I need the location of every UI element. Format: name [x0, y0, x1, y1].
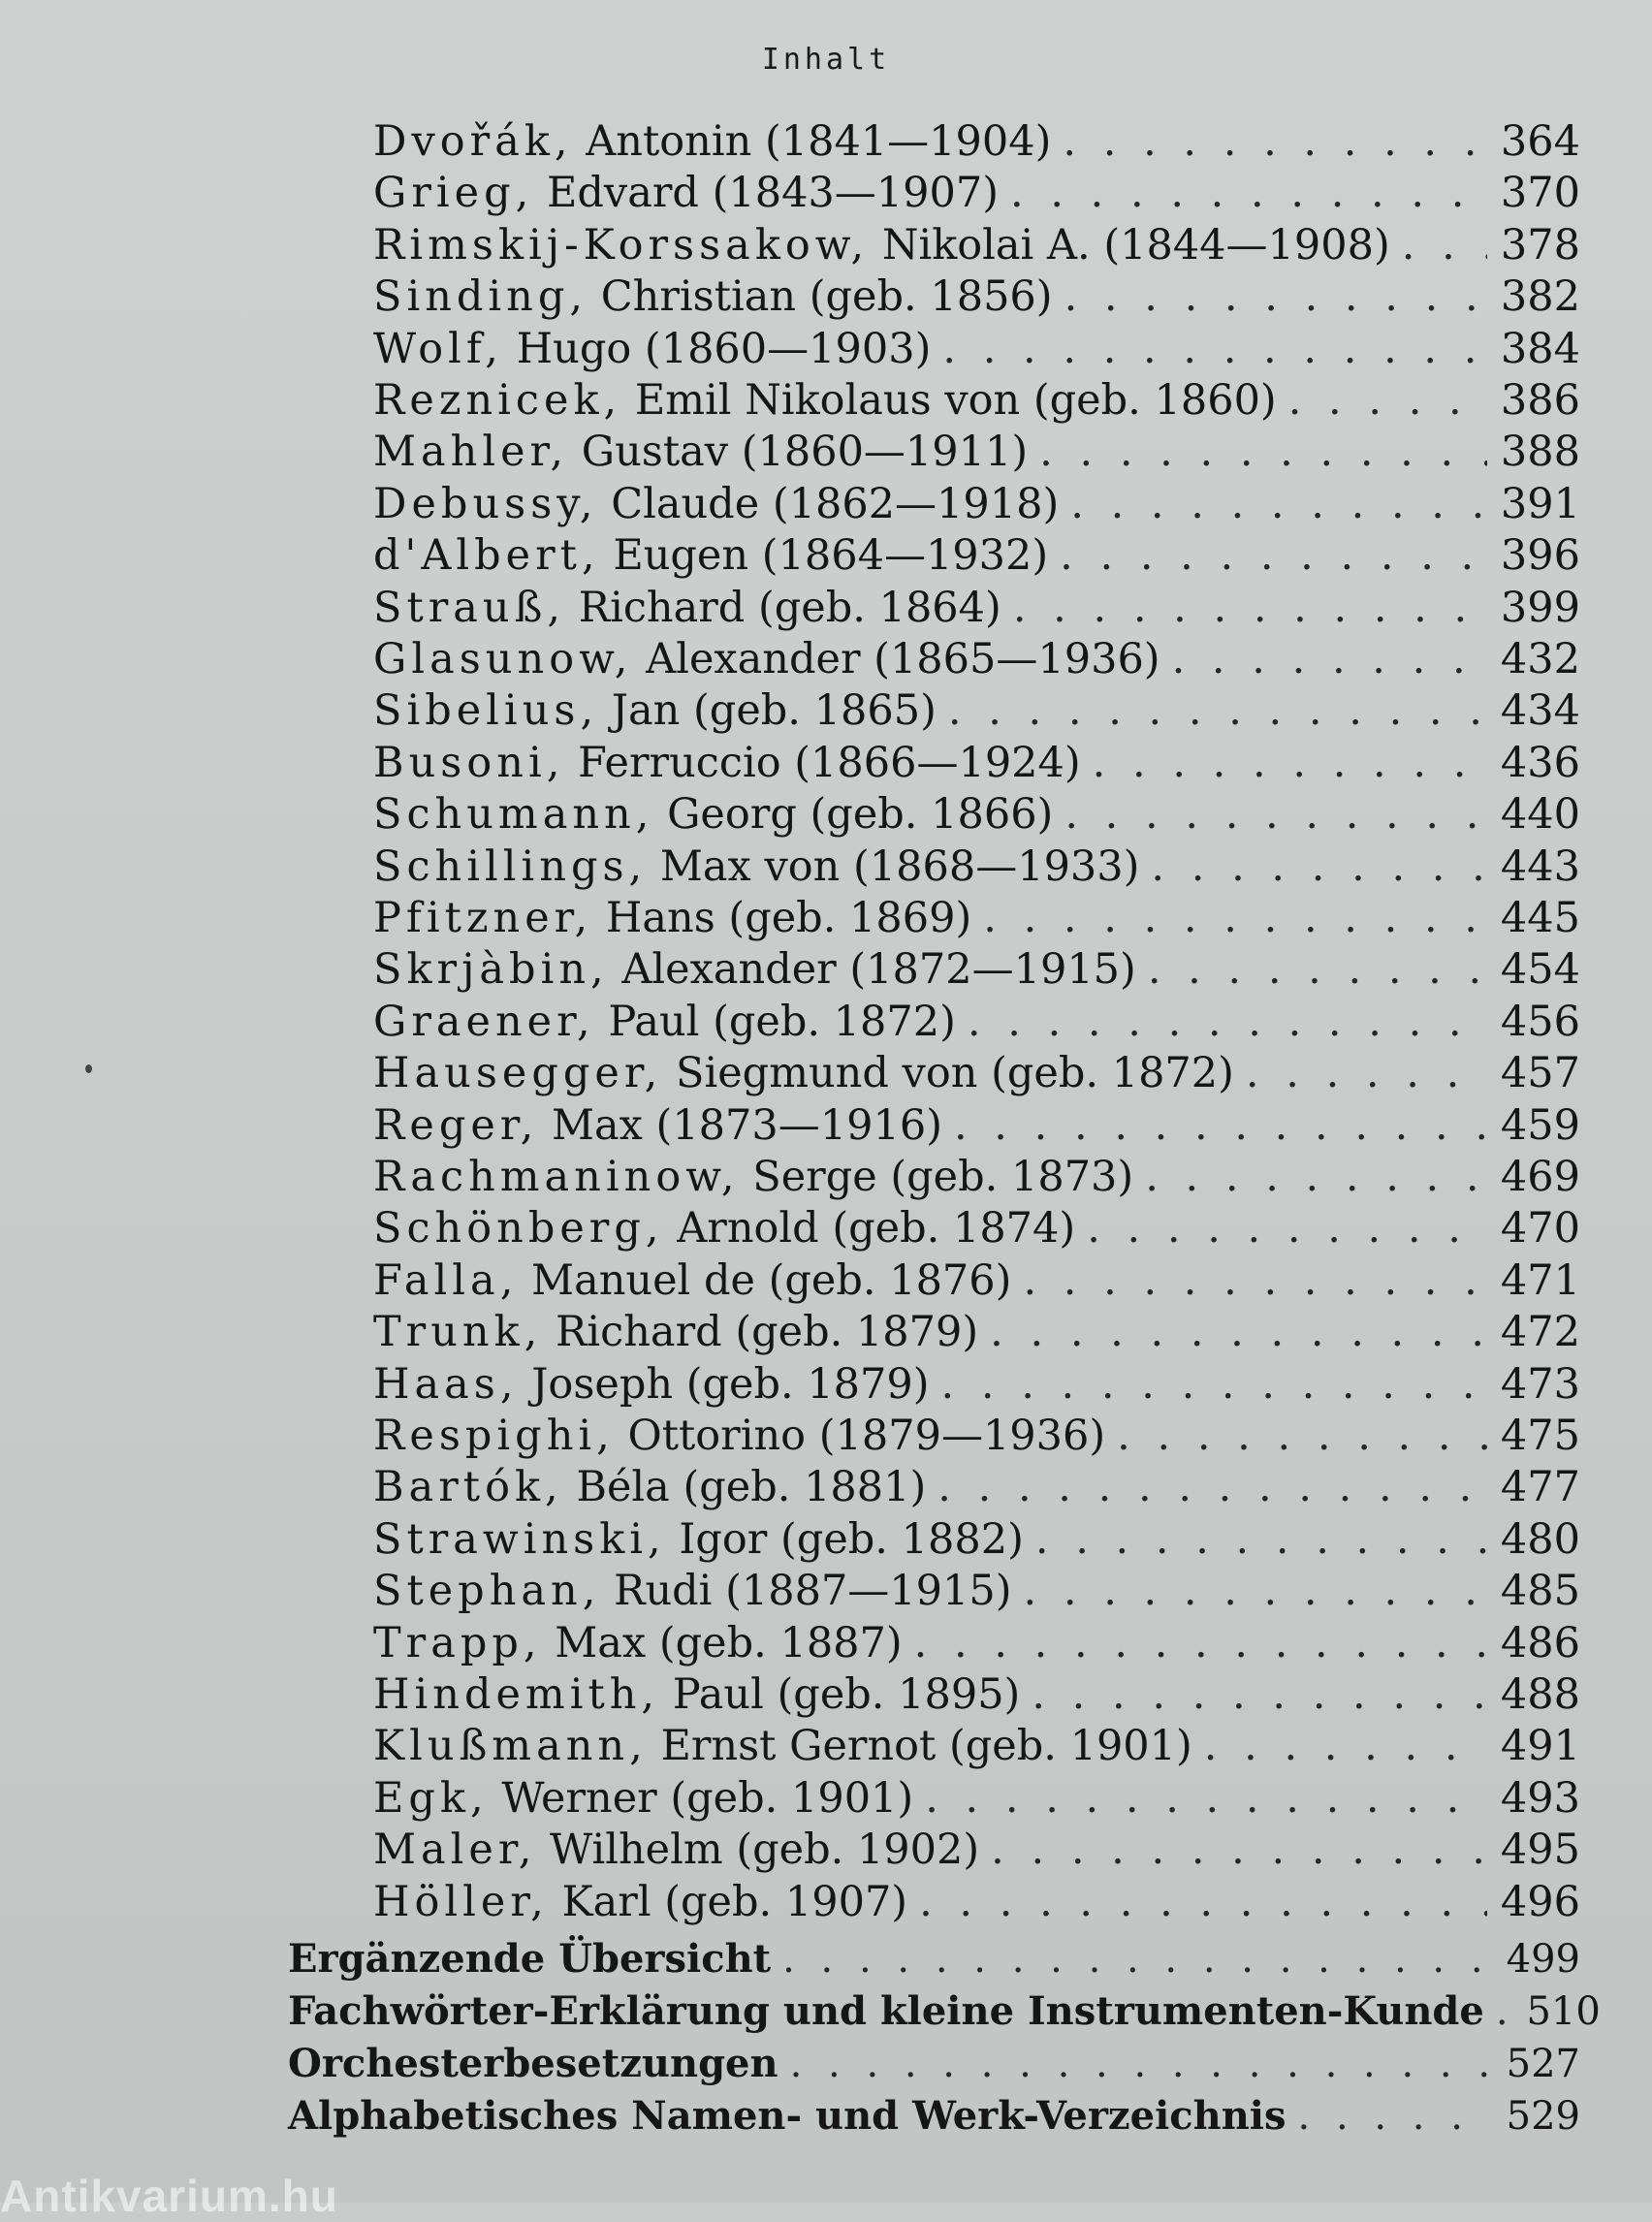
toc-entry [373, 116, 1580, 167]
toc-entry [373, 220, 1580, 270]
composer-detail: Igor (geb. 1882) [679, 1514, 1024, 1564]
toc-entry-label [373, 1203, 1075, 1254]
composer-detail: Ottorino (1879—1936) [627, 1412, 1106, 1460]
toc-entry [373, 1825, 1580, 1875]
toc-entry [373, 427, 1580, 477]
toc-section [288, 2091, 1580, 2142]
composer-name: Strawinski, [373, 1514, 666, 1564]
composer-detail: Manuel de (geb. 1876) [531, 1255, 1012, 1305]
toc-entry [373, 1514, 1580, 1565]
composer-name: Dvořák, [373, 117, 573, 166]
toc-entry-label [373, 738, 1081, 788]
toc-section [288, 1934, 1580, 1984]
page-number: 459 [1500, 1100, 1580, 1150]
composer-detail: Alexander (1872—1915) [621, 945, 1136, 995]
toc-entry [373, 1307, 1580, 1357]
composer-detail: Wilhelm (geb. 1902) [550, 1825, 980, 1875]
toc-entry-label [373, 1359, 930, 1410]
composer-name: Schönberg, [373, 1204, 664, 1254]
dot-leader [907, 1877, 1487, 1927]
toc-entry [373, 997, 1580, 1047]
toc-entry [373, 1566, 1580, 1616]
toc-entry-label [373, 1514, 1024, 1565]
dot-leader [1020, 1669, 1487, 1720]
toc-entry [373, 1048, 1580, 1098]
toc-entry [373, 685, 1580, 736]
toc-entry [373, 324, 1580, 374]
toc-entry [373, 1462, 1580, 1512]
composer-name: Reger, [373, 1100, 539, 1150]
page-number: 488 [1500, 1670, 1580, 1719]
composer-detail: Hans (geb. 1869) [605, 894, 972, 942]
composer-detail: Siegmund von (geb. 1872) [676, 1049, 1234, 1098]
composer-name: Strauß, [373, 583, 566, 632]
composer-name: Sinding, [373, 272, 588, 322]
composer-name: d'Albert, [373, 531, 600, 581]
page-number: 527 [1506, 2042, 1580, 2086]
page-number: 443 [1500, 841, 1580, 891]
composer-name: Stephan, [373, 1567, 601, 1616]
toc-entry-label [373, 530, 1048, 581]
toc-entry-label [373, 634, 1160, 684]
dot-leader [1051, 116, 1487, 167]
page-number: 486 [1500, 1618, 1580, 1667]
dot-leader [930, 1359, 1487, 1410]
composer-name: Hindemith, [373, 1670, 660, 1719]
dot-leader [1133, 1152, 1487, 1202]
composer-detail: Edvard (1843—1907) [546, 169, 999, 218]
composer-detail: Rudi (1887—1915) [614, 1567, 1012, 1616]
dot-leader [1390, 220, 1487, 270]
toc-entry [373, 583, 1580, 633]
composer-detail: Hugo (1860—1903) [516, 324, 932, 373]
composer-detail: Eugen (1864—1932) [613, 531, 1049, 581]
margin-ink-spot [85, 1064, 92, 1073]
composer-name: Wolf, [373, 324, 503, 373]
composer-detail: Christian (geb. 1856) [600, 272, 1053, 322]
page-number: 440 [1500, 790, 1580, 840]
toc-entry-label [373, 841, 1139, 892]
toc-entry [373, 1359, 1580, 1410]
watermark: Antikvarium.hu [0, 2171, 338, 2221]
section-title: Ergänzende Übersicht [288, 1936, 772, 1982]
toc-entry-label [373, 168, 999, 218]
toc-entry-label [373, 116, 1051, 167]
composer-detail: Richard (geb. 1864) [578, 583, 1001, 632]
dot-leader [1105, 1411, 1487, 1461]
composer-name: Trapp, [373, 1618, 542, 1667]
dot-leader [978, 1307, 1487, 1357]
toc-entry-label [373, 375, 1277, 426]
composer-name: Höller, [373, 1877, 549, 1926]
dot-leader [1136, 944, 1487, 995]
toc-entry [373, 530, 1580, 581]
dot-leader [1053, 271, 1487, 322]
toc-entry-label [373, 1618, 903, 1668]
toc-entry-label [373, 893, 971, 943]
composer-detail: Nikolai A. (1844—1908) [881, 220, 1390, 270]
composer-detail: Max (geb. 1887) [555, 1618, 903, 1667]
composer-name: Egk, [373, 1773, 489, 1823]
dot-leader [1012, 1566, 1487, 1616]
toc-entry [373, 1203, 1580, 1254]
toc-entry [373, 841, 1580, 892]
toc-entry-label [373, 1877, 907, 1927]
dot-leader [1234, 1048, 1487, 1098]
page-number: 399 [1500, 583, 1580, 632]
page-number: 491 [1500, 1722, 1580, 1771]
page-number: 456 [1500, 997, 1580, 1046]
dot-leader [1287, 2091, 1487, 2142]
toc-entry [373, 738, 1580, 788]
composer-detail: Werner (geb. 1901) [501, 1773, 914, 1823]
page-number: 495 [1500, 1825, 1580, 1875]
composer-name: Glasunow, [373, 635, 633, 683]
composer-name: Mahler, [373, 428, 569, 477]
page-number: 391 [1500, 479, 1580, 528]
page-number: 510 [1526, 1989, 1601, 2034]
composer-name: Trunk, [373, 1308, 543, 1357]
toc-entry [373, 1877, 1580, 1927]
toc-entry [373, 1255, 1580, 1306]
page-number: 473 [1500, 1359, 1580, 1409]
toc-entry-label [373, 685, 937, 736]
toc-entry-label [373, 1255, 1011, 1306]
toc-entry [373, 1773, 1580, 1824]
toc-entry [373, 1411, 1580, 1461]
page-number: 469 [1500, 1153, 1580, 1201]
dot-leader [1192, 1721, 1487, 1771]
toc-entry-label [373, 1048, 1234, 1098]
section-title: Fachwörter-Erklärung und kleine Instrumenten-Kunde [288, 1988, 1484, 2034]
toc-section [288, 1986, 1601, 2037]
composer-name: Grieg, [373, 169, 534, 218]
toc-entry [373, 1618, 1580, 1668]
page-number: 384 [1500, 324, 1580, 373]
dot-leader [1024, 1514, 1487, 1565]
composer-name: Klußmann, [373, 1722, 648, 1771]
toc-entry-label [373, 271, 1053, 322]
page-number: 432 [1500, 635, 1580, 683]
dot-leader [1001, 583, 1487, 633]
page-number: 382 [1500, 272, 1580, 322]
toc-entry [373, 789, 1580, 840]
composer-name: Sibelius, [373, 686, 599, 736]
toc-entry-label [373, 1566, 1012, 1616]
dot-leader [937, 685, 1487, 736]
page-number: 396 [1500, 531, 1580, 581]
composer-name: Busoni, [373, 738, 565, 787]
composer-name: Schillings, [373, 841, 648, 891]
toc-entry-label [373, 1825, 979, 1875]
composer-name: Schumann, [373, 790, 654, 840]
composer-name: Falla, [373, 1255, 519, 1305]
toc-entry-label [373, 944, 1136, 995]
toc-entry-label [373, 583, 1001, 633]
composer-detail: Ernst Gernot (geb. 1901) [660, 1722, 1192, 1771]
toc-entry [373, 944, 1580, 995]
toc-entry [373, 1721, 1580, 1771]
dot-leader [979, 1825, 1487, 1875]
dot-leader [1059, 479, 1487, 529]
page-number: 472 [1500, 1308, 1580, 1357]
page-number: 471 [1500, 1255, 1580, 1305]
toc-entry-label [373, 427, 1028, 477]
page-number: 499 [1506, 1937, 1580, 1982]
toc-entry-label [373, 997, 956, 1047]
toc-entry [373, 375, 1580, 426]
toc-entry-label [373, 1411, 1105, 1461]
page-number: 529 [1506, 2094, 1580, 2139]
dot-leader [778, 2039, 1487, 2089]
dot-leader [1075, 1203, 1487, 1254]
dot-leader [1011, 1255, 1487, 1306]
dot-leader [1053, 789, 1487, 840]
page-number: 370 [1500, 169, 1580, 218]
toc-entry-label [373, 324, 931, 374]
toc-entry [373, 168, 1580, 218]
toc-entry-label [373, 1773, 913, 1824]
toc-entry-label [373, 479, 1059, 529]
dot-leader [931, 324, 1487, 374]
toc-entry-label [373, 220, 1390, 270]
dot-leader [1160, 634, 1487, 684]
composer-detail: Karl (geb. 1907) [561, 1877, 908, 1926]
section-title: Orchesterbesetzungen [288, 2041, 778, 2086]
composer-detail: Richard (geb. 1879) [556, 1308, 979, 1357]
dot-leader [1048, 530, 1487, 581]
composer-name: Pfitzner, [373, 894, 593, 942]
composer-name: Skrjàbin, [373, 945, 609, 995]
toc-entry-label [373, 1100, 942, 1151]
composer-name: Rachmaninow, [373, 1153, 740, 1201]
page-number: 364 [1500, 117, 1580, 166]
page-number: 388 [1500, 428, 1580, 477]
dot-leader [956, 997, 1487, 1047]
composer-detail: Jan (geb. 1865) [611, 686, 937, 736]
composer-detail: Max von (1868—1933) [659, 841, 1140, 891]
dot-leader [971, 893, 1487, 943]
page-number: 454 [1500, 945, 1580, 995]
composer-detail: Gustav (1860—1911) [581, 428, 1029, 477]
dot-leader [1028, 427, 1487, 477]
dot-leader [926, 1462, 1487, 1512]
composer-name: Reznicek, [373, 376, 622, 425]
dot-leader [1081, 738, 1487, 788]
dot-leader [903, 1618, 1487, 1668]
toc-entry-label [373, 1669, 1020, 1720]
page-number: 470 [1500, 1204, 1580, 1254]
composer-name: Respighi, [373, 1412, 615, 1460]
dot-leader [913, 1773, 1487, 1824]
composer-name: Maler, [373, 1825, 537, 1875]
composer-name: Haas, [373, 1359, 519, 1409]
composer-detail: Béla (geb. 1881) [576, 1463, 927, 1512]
toc-entry-label [373, 789, 1053, 840]
toc-entry [373, 893, 1580, 943]
composer-name: Hausegger, [373, 1049, 663, 1098]
composer-detail: Paul (geb. 1895) [672, 1670, 1021, 1719]
dot-leader [999, 168, 1487, 218]
toc-entry [373, 634, 1580, 684]
composer-detail: Serge (geb. 1873) [752, 1153, 1134, 1201]
running-head: Inhalt [761, 43, 891, 77]
page-number: 457 [1500, 1049, 1580, 1098]
composer-detail: Arnold (geb. 1874) [677, 1204, 1076, 1254]
composer-name: Rimskij-Korssakow, [373, 220, 870, 270]
toc-entry-label [373, 1152, 1133, 1202]
composer-detail: Emil Nikolaus von (geb. 1860) [634, 376, 1277, 425]
dot-leader [942, 1100, 1487, 1151]
toc-entry [373, 1100, 1580, 1151]
page-number: 445 [1500, 894, 1580, 942]
toc-entry [373, 1152, 1580, 1202]
composer-name: Debussy, [373, 479, 598, 528]
dot-leader [1277, 375, 1487, 426]
page-number: 434 [1500, 686, 1580, 736]
toc-entry [373, 1669, 1580, 1720]
composer-detail: Georg (geb. 1866) [667, 790, 1054, 840]
composer-name: Graener, [373, 997, 595, 1046]
page-number: 493 [1500, 1773, 1580, 1823]
page-number: 485 [1500, 1567, 1580, 1616]
dot-leader [1139, 841, 1487, 892]
composer-detail: Ferruccio (1866—1924) [578, 738, 1081, 787]
page-number: 480 [1500, 1514, 1580, 1564]
composer-detail: Joseph (geb. 1879) [531, 1359, 930, 1409]
toc-entry-label [373, 1462, 926, 1512]
composer-detail: Claude (1862—1918) [611, 479, 1060, 528]
page-number: 386 [1500, 376, 1580, 425]
dot-leader [1484, 1986, 1508, 2037]
toc-entry [373, 479, 1580, 529]
dot-leader [771, 1934, 1487, 1984]
page-number: 436 [1500, 738, 1580, 787]
toc-section [288, 2039, 1580, 2089]
page-number: 378 [1500, 220, 1580, 270]
composer-detail: Max (1873—1916) [551, 1100, 942, 1150]
page-number: 496 [1500, 1877, 1580, 1926]
toc-entry-label [373, 1307, 978, 1357]
composer-detail: Alexander (1865—1936) [646, 635, 1160, 683]
page-number: 475 [1500, 1412, 1580, 1460]
toc-entry-label [373, 1721, 1192, 1771]
composer-name: Bartók, [373, 1463, 563, 1512]
composer-detail: Paul (geb. 1872) [608, 997, 956, 1046]
page-number: 477 [1500, 1463, 1580, 1512]
toc-entry [373, 271, 1580, 322]
composer-detail: Antonin (1841—1904) [586, 117, 1052, 166]
section-title: Alphabetisches Namen- und Werk-Verzeichnis [288, 2093, 1287, 2139]
